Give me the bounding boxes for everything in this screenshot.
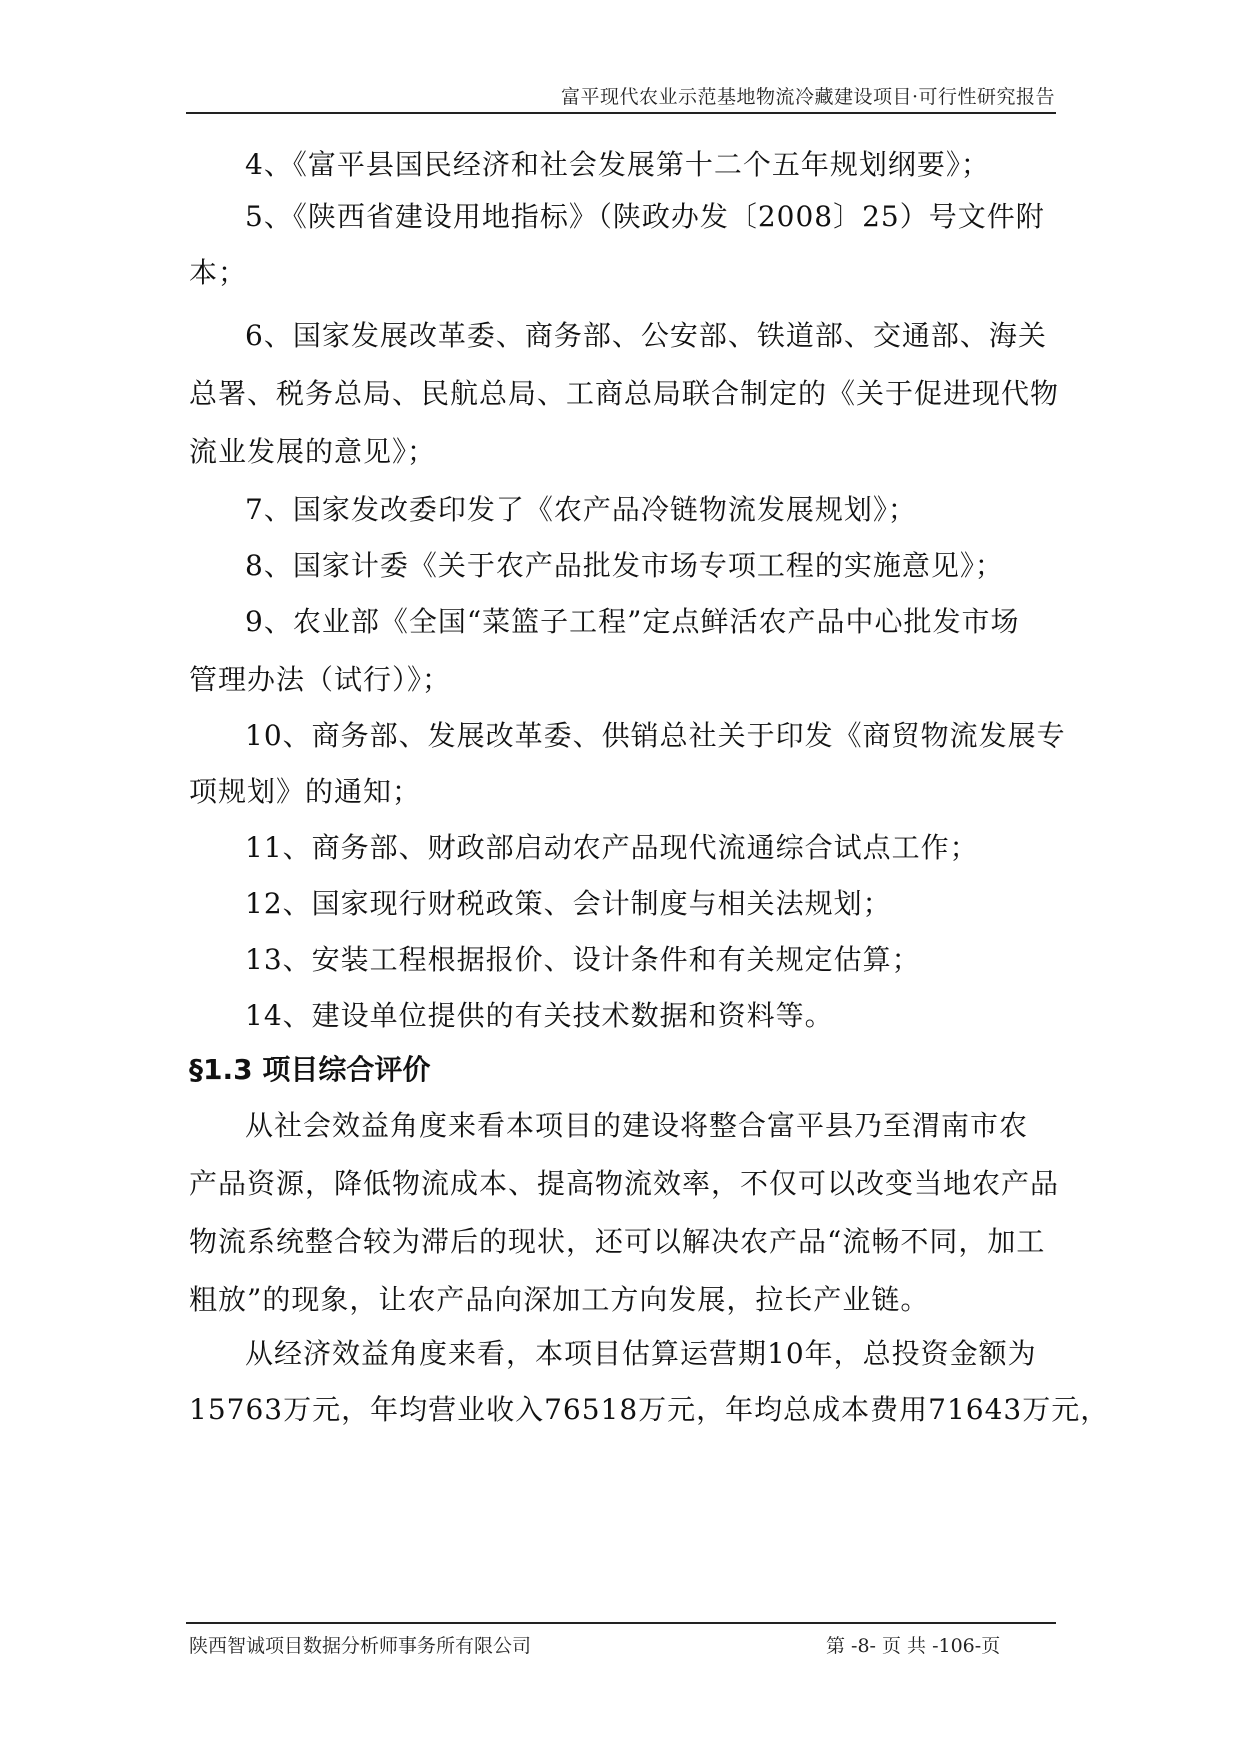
basis-item [189,831,1051,865]
basis-item [189,549,1051,583]
text-line: 15763万元，年均营业收入76518万元，年均总成本费用71643万元， [189,1393,1110,1426]
text-line: 6、国家发展改革委、商务部、公安部、铁道部、交通部、海关 [245,319,1047,352]
basis-item [189,943,1051,977]
footer-page-number: 第 -8- 页 共 -106-页 [826,1635,1001,1657]
text-line: 总署、税务总局、民航总局、工商总局联合制定的《关于促进现代物 [189,377,1060,410]
text-line: 5、《陕西省建设用地指标》（陕政办发〔2008〕25）号文件附 [245,200,1045,233]
document-body [189,148,1110,1427]
text-line: 从社会效益角度来看本项目的建设将整合富平县乃至渭南市农 [245,1109,1029,1142]
basis-item [189,719,1066,809]
basis-item [189,148,1051,182]
section-heading: §1.3 项目综合评价 [189,1053,431,1086]
evaluation-paragraph [189,1109,1060,1317]
footer-company: 陕西智诚项目数据分析师事务所有限公司 [189,1635,532,1657]
text-line: 4、《富平县国民经济和社会发展第十二个五年规划纲要》； [245,148,990,181]
text-line: 产品资源，降低物流成本、提高物流效率，不仅可以改变当地农产品 [189,1167,1060,1200]
text-line: 从经济效益角度来看，本项目估算运营期10年，总投资金额为 [245,1337,1037,1370]
text-line: 本； [189,256,248,289]
text-line: 10、商务部、发展改革委、供销总社关于印发《商贸物流发展专 [245,719,1066,752]
basis-item [189,605,1051,697]
evaluation-paragraph [189,1337,1110,1427]
basis-item [189,887,1051,921]
text-line: 12、国家现行财税政策、会计制度与相关法规划； [245,887,892,920]
text-line: 14、建设单位提供的有关技术数据和资料等。 [245,999,834,1032]
basis-item [189,319,1060,469]
report-header-title: 富平现代农业示范基地物流冷藏建设项目·可行性研究报告 [560,86,1055,108]
text-line: 物流系统整合较为滞后的现状，还可以解决农产品“流畅不同，加工 [189,1225,1046,1258]
text-line: 8、国家计委《关于农产品批发市场专项工程的实施意见》； [245,549,1004,582]
text-line: 9、农业部《全国“菜篮子工程”定点鲜活农产品中心批发市场 [245,605,1020,638]
text-line: 管理办法（试行）》； [189,663,452,696]
basis-item [189,999,1051,1033]
text-line: 流业发展的意见》； [189,435,437,468]
header-divider [186,112,1056,114]
text-line: 13、安装工程根据报价、设计条件和有关规定估算； [245,943,921,976]
text-line: 粗放”的现象，让农产品向深加工方向发展，拉长产业链。 [189,1283,930,1316]
basis-item [189,200,1051,290]
footer-divider [186,1622,1056,1624]
text-line: 7、国家发改委印发了《农产品冷链物流发展规划》； [245,493,917,526]
text-line: 项规划》的通知； [189,775,422,808]
basis-item [189,493,1051,527]
text-line: 11、商务部、财政部启动农产品现代流通综合试点工作； [245,831,979,864]
